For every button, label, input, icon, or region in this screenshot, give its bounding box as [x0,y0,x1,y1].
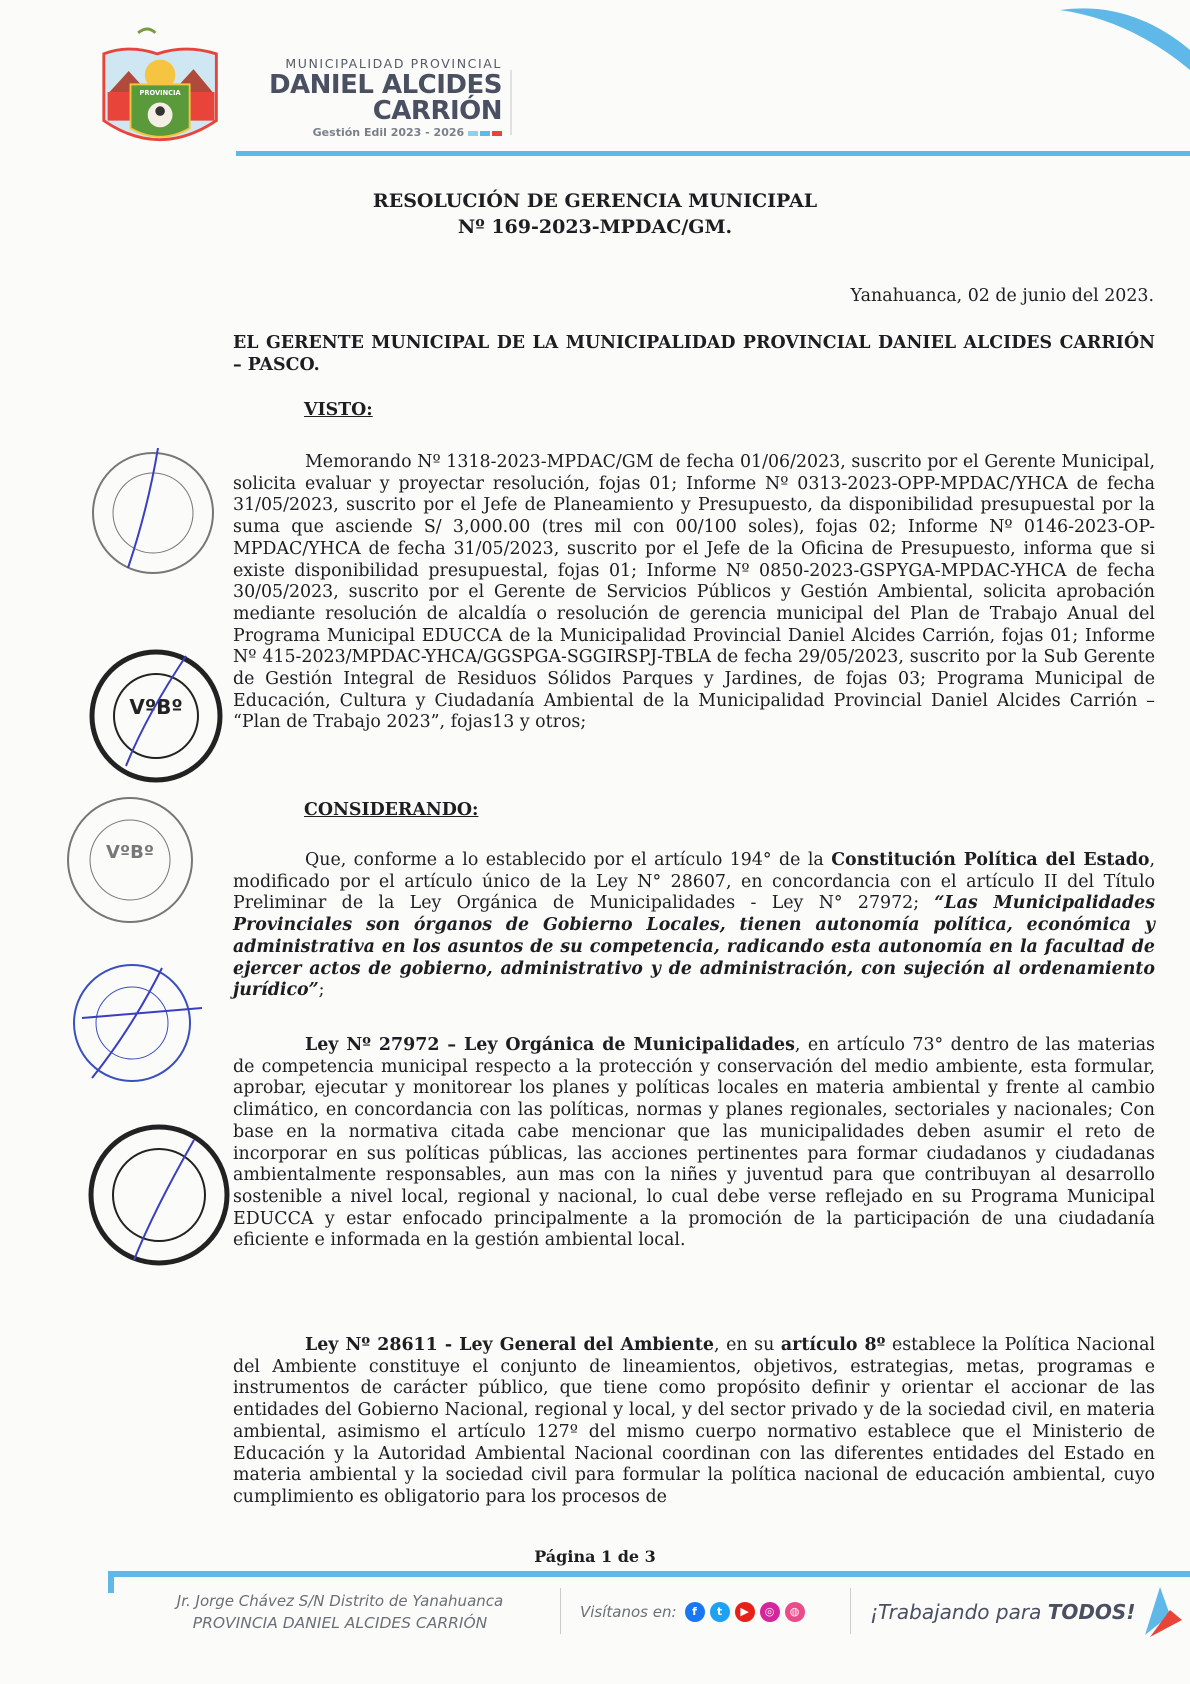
corner-decoration [1030,0,1190,80]
page-number: Página 1 de 3 [534,1547,656,1566]
paragraph-text: ; [318,980,325,1001]
slogan-text: ¡Trabajando para [870,1600,1048,1624]
logo-line-1: MUNICIPALIDAD PROVINCIAL [285,56,502,71]
header-divider [510,70,512,135]
municipal-coat-of-arms-logo [100,22,224,162]
slogan-bold: TODOS! [1047,1600,1136,1624]
blue-seal-stamp [62,958,202,1088]
considerando-heading: CONSIDERANDO: [304,800,479,820]
footer-rule-tick [108,1571,114,1593]
provincial-seal-stamp [84,1120,234,1270]
logo-tagline [224,126,502,140]
instagram-icon[interactable]: ◎ [760,1602,780,1622]
document-title: RESOLUCIÓN DE GERENCIA MUNICIPAL [372,190,818,212]
document-date: Yanahuanca, 02 de junio del 2023. [850,286,1154,306]
youtube-icon[interactable]: ▶ [735,1602,755,1622]
footer-rule [108,1571,1190,1577]
logo-line-3: CARRIÓN [372,96,502,126]
svg-text:VºBº: VºBº [106,842,154,863]
address-line-2: PROVINCIA DANIEL ALCIDES CARRIÓN [192,1614,488,1632]
emphasized-text: “Las Municipalidades Provinciales son órganos de Gobierno Locales, tienen autonomía política, económica y administrativa en los asuntos de su competencia, radicando esta autonomía en la facultad de ejercer actos de gobierno, administrativo y de administración, con sujeción al ordenamiento jurídico” [233,893,1155,1001]
considerando-paragraph-3 [233,1335,1155,1509]
svg-text:PROVINCIA: PROVINCIA [139,88,181,97]
emphasized-text: artículo 8º [780,1335,886,1355]
footer-address [140,1590,540,1634]
header-rule [236,151,1190,156]
slogan-flag-icon [1140,1585,1185,1640]
asesoria-legal-stamp [86,646,226,786]
considerando-paragraph-1 [233,850,1155,1002]
municipality-name [224,56,502,140]
slogan [870,1600,1135,1624]
term-text: Gestión Edil 2023 - 2026 [312,126,465,139]
dribbble-icon[interactable]: ◍ [785,1602,805,1622]
paragraph-text: establece la Política Nacional del Ambiente constituye el conjunto de lineamientos, objetivos, estrategias, metas, programas e instrumentos de carácter público, que tiene como propósito definir y orientar el accionar de las entidades del Gobierno Nacional, regional y local, y del sector privado y de la sociedad civil, en materia ambiental, asimismo el artículo 127º del mismo cuerpo normativo establece que el Ministerio de Educación y la Autoridad Ambiental Nacional coordinan con las diferentes entidades del Estado en materia ambiental y la sociedad civil para formular la política nacional de educación ambiental, cuyo cumplimiento es obligatorio para los procesos de [233,1335,1155,1507]
secretaria-general-stamp [60,790,200,930]
emphasized-text: Ley Nº 28611 - Ley General del Ambiente [305,1335,714,1355]
twitter-icon[interactable]: t [710,1602,730,1622]
gerencia-municipal-stamp [88,448,218,578]
logo-line-2: DANIEL ALCIDES [268,70,502,100]
visto-heading: VISTO: [304,400,373,420]
social-links [580,1602,810,1622]
emphasized-text: Ley Nº 27972 – Ley Orgánica de Municipalidades [305,1035,795,1055]
considerando-paragraph-2 [233,1035,1155,1252]
footer-divider [560,1588,561,1634]
paragraph-text: Memorando Nº 1318-2023-MPDAC/GM de fecha 01/06/2023, suscrito por el Gerente Municipal, solicita evaluar y proyectar resolución, fojas 01; Informe Nº 0313-2023-OPP-MPDAC/YHCA de fecha 31/05/2023, suscrito por el Jefe de Planeamiento y Presupuesto, da disponibilidad presupuestal por la suma que asciende S/ 3,000.00 (tres mil con 00/100 soles), fojas 02; Informe Nº 0146-2023-OP-MPDAC/YHCA de fecha 31/05/2023, suscrito por el Jefe de la Oficina de Presupuesto, informa que si existe disponibilidad presupuestal, fojas 01; Informe Nº 0850-2023-GSPYGA-MPDAC-YHCA de fecha 30/05/2023, suscrito por el Gerente de Servicios Públicos y Gestión Ambiental, solicita aprobación mediante resolución de alcaldía o resolución de gerencia municipal del Plan de Trabajo Anual del Programa Municipal EDUCCA de la Municipalidad Provincial Daniel Alcides Carrión, fojas 01; Informe Nº 415-2023/MPDAC-YHCA/GGSPGA-SGGIRSPJ-TBLA de fecha 29/05/2023, suscrito por la Sub Gerente de Gestión Integral de Residuos Sólidos Parques y Jardines, de fojas 03; Programa Municipal de Educación, Cultura y Ciudadanía Ambiental de la Municipalidad Provincial Daniel Alcides Carrión – “Plan de Trabajo 2023”, fojas13 y otros; [233,452,1155,733]
footer-divider-2 [850,1588,851,1634]
paragraph-text: Que, conforme a lo establecido por el artículo 194° de la [305,850,832,870]
address-line-1: Jr. Jorge Chávez S/N Distrito de Yanahuanca [176,1592,504,1610]
facebook-icon[interactable]: f [685,1602,705,1622]
svg-text:VºBº: VºBº [129,695,183,719]
visit-label: Visítanos en: [580,1603,677,1621]
emphasized-text: Constitución Política del Estado [831,850,1150,870]
resolution-number: Nº 169-2023-MPDAC/GM. [457,216,733,238]
paragraph-text: , en artículo 73° dentro de las materias de competencia municipal respecto a la protección y conservación del medio ambiente, esta formular, aprobar, ejecutar y monitorear los planes y políticas locales en materia ambiental y frente al cambio climático, en concordancia con las políticas, normas y planes regionales, sectoriales y nacionales; Con base en la normativa citada cabe mencionar que las municipalidades deben asumir el reto de incorporar en sus políticas públicas, las acciones pertinentes para formar ciudadanos y ciudadanas ambientalmente responsables, aun mas con la niñes y juventud para que contribuyan al desarrollo sostenible a nivel local, regional y nacional, lo cual debe verse reflejado en su Programa Municipal EDUCCA y estar enfocado principalmente a la promoción de la participación de una ciudadanía eficiente e informada en la gestión ambiental local. [233,1035,1155,1251]
visto-paragraph [233,452,1155,734]
addressee: EL GERENTE MUNICIPAL DE LA MUNICIPALIDAD PROVINCIAL DANIEL ALCIDES CARRIÓN – PASCO. [233,333,1155,375]
paragraph-text: , en su [713,1335,781,1355]
paragraph-text: , modificado por el artículo único de la Ley N° 28607, en concordancia con el artículo II del Título Preliminar de la Ley Orgánica de Municipalidades - Ley N° 27972; [233,850,1156,914]
